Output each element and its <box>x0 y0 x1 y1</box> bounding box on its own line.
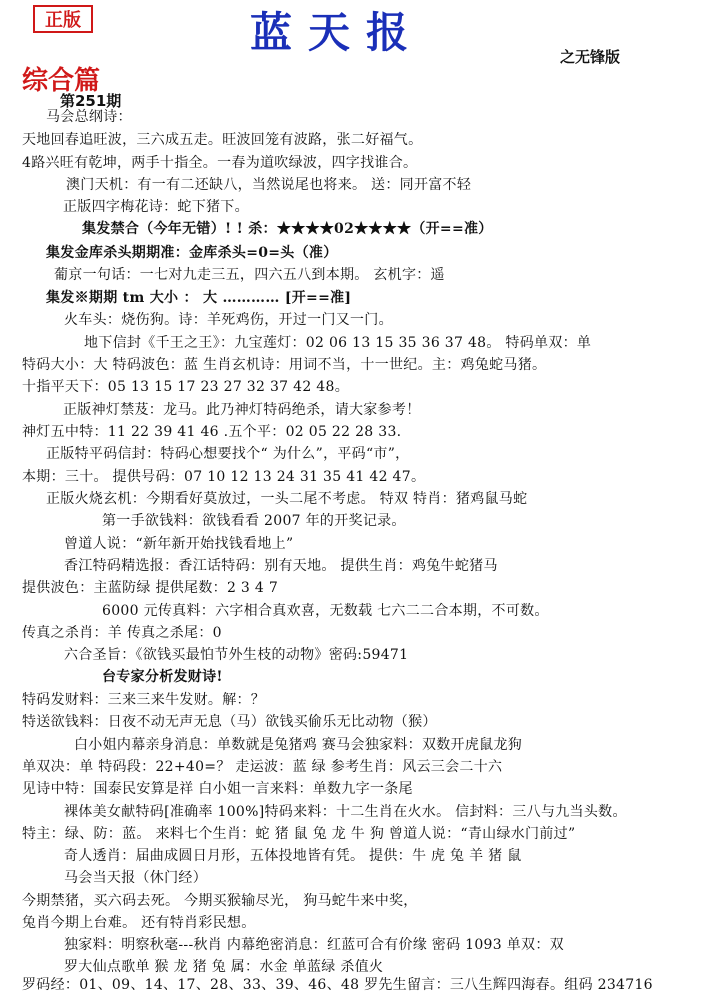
text-line: 正版火烧玄机：今期看好莫放过，一头二尾不考虑。 特双 特肖：猪鸡鼠马蛇 <box>46 491 528 507</box>
text-line: 见诗中特：国泰民安算是祥 白小姐一言来料：单数九字一条尾 <box>22 781 413 797</box>
text-line: 独家料：明察秋毫---秋肖 内幕绝密消息：红蓝可合有价缘 密码 1093 单双：双 <box>64 937 564 953</box>
text-line: 马会当天报（休门经） <box>64 870 207 886</box>
text-line: 今期禁猪，买六码去死。 今期买猴输尽光， 狗马蛇牛来中奖， <box>22 893 418 909</box>
text-line: 正版特平码信封：特码心想要找个“ 为什么”，平码“市”， <box>46 446 410 462</box>
text-line: 马会总纲诗： <box>46 109 132 125</box>
text-line: 白小姐内幕亲身消息：单数就是兔猪鸡 赛马会独家料：双数开虎鼠龙狗 <box>74 737 523 753</box>
text-line: 裸体美女献特码[准确率 100%]特码来料：十二生肖在火水。 信封料：三八与九当头数。 <box>64 804 627 820</box>
text-line: 台专家分析发财诗! <box>102 669 223 685</box>
text-line: 提供波色：主蓝防绿 提供尾数：2 3 4 7 <box>22 580 279 596</box>
text-line: 正版四字梅花诗：蛇下猪下。 <box>63 199 249 215</box>
text-line: 6000 元传真料：六字相合真欢喜，无数载 七六二二合本期，不可数。 <box>102 603 549 619</box>
text-line: 罗大仙点歌单 猴 龙 猪 兔 属：水金 单蓝绿 杀值火 <box>64 959 384 975</box>
text-line: 本期：三十。 提供号码：07 10 12 13 24 31 35 41 42 47。 <box>22 469 426 485</box>
text-line: 罗码经：01、09、14、17、28、33、39、46、48 罗先生留言：三八生辉四海春。组码 234716 <box>22 977 653 993</box>
text-line: 澳门天机：有一有二还缺八，当然说尾也将来。 送：同开富不轻 <box>66 177 472 193</box>
text-line: 火车头：烧伤狗。诗：羊死鸡伤，开过一门又一门。 <box>64 312 393 328</box>
text-line: 曾道人说：“新年新开始找钱看地上” <box>64 536 294 552</box>
text-line: 兔肖今期上台难。 还有特肖彩民想。 <box>22 915 256 931</box>
text-line: 传真之杀肖：羊 传真之杀尾：0 <box>22 625 222 641</box>
text-line: 六合圣旨：《欲钱买最怕节外生枝的动物》密码:59471 <box>64 647 409 663</box>
text-line: 集发※期期 tm 大小 ： 大 ………… [开==准] <box>46 290 352 306</box>
text-line: 第一手欲钱料：欲钱看看 2007 年的开奖记录。 <box>102 513 406 529</box>
text-line: 集发禁合（今年无错）! ! 杀：★★★★02★★★★（开==准） <box>82 221 493 237</box>
text-line: 特主：绿、防：蓝。 来料七个生肖：蛇 猪 鼠 兔 龙 牛 狗 曾道人说：“青山绿水门前过” <box>22 826 576 842</box>
text-line: 特码大小：大 特码波色：蓝 生肖玄机诗：用词不当，十一世纪。主：鸡兔蛇马猪。 <box>22 357 547 373</box>
text-line: 香江特码精选报：香江话特码：别有天地。 提供生肖：鸡兔牛蛇猪马 <box>64 558 498 574</box>
section-title: 综合篇 <box>22 66 101 96</box>
text-line: 4路兴旺有乾坤，两手十指全。一春为道吹绿波，四字找谁合。 <box>22 155 418 171</box>
text-line: 特送欲钱料：日夜不动无声无息（马）欲钱买偷乐无比动物（猴） <box>22 714 437 730</box>
text-line: 天地回春追旺波，三六成五走。旺波回笼有波路，张二好福气。 <box>22 132 423 148</box>
issue-number: 第251期 <box>60 92 122 110</box>
text-line: 单双决：单 特码段：22+40=？ 走运波：蓝 绿 参考生肖：风云三会二十六 <box>22 759 503 775</box>
text-line: 正版神灯禁芨：龙马。此乃神灯特码绝杀，请大家参考！ <box>63 402 421 418</box>
authentic-badge: 正版 <box>33 5 93 33</box>
text-line: 葡京一句话：一七对九走三五，四六五八到本期。 玄机字：遥 <box>54 267 445 283</box>
edition-label: 之无锋版 <box>560 48 621 66</box>
text-line: 特码发财料：三来三来牛发财。解：？ <box>22 692 266 708</box>
text-line: 地下信封《千王之王》：九宝莲灯：02 06 13 15 35 36 37 48。 特码单双：单 <box>84 335 592 351</box>
text-line: 奇人透肖：届曲成圆日月形，五体投地皆有凭。 提供：牛 虎 兔 羊 猪 鼠 <box>64 848 522 864</box>
newspaper-title: 蓝天报 <box>250 8 425 57</box>
text-line: 神灯五中特：11 22 39 41 46 .五个平：02 05 22 28 33. <box>22 424 402 440</box>
text-line: 十指平天下：05 13 15 17 23 27 32 37 42 48。 <box>22 379 349 395</box>
text-line: 集发金库杀头期期准：金库杀头=0=头（准） <box>46 245 338 261</box>
